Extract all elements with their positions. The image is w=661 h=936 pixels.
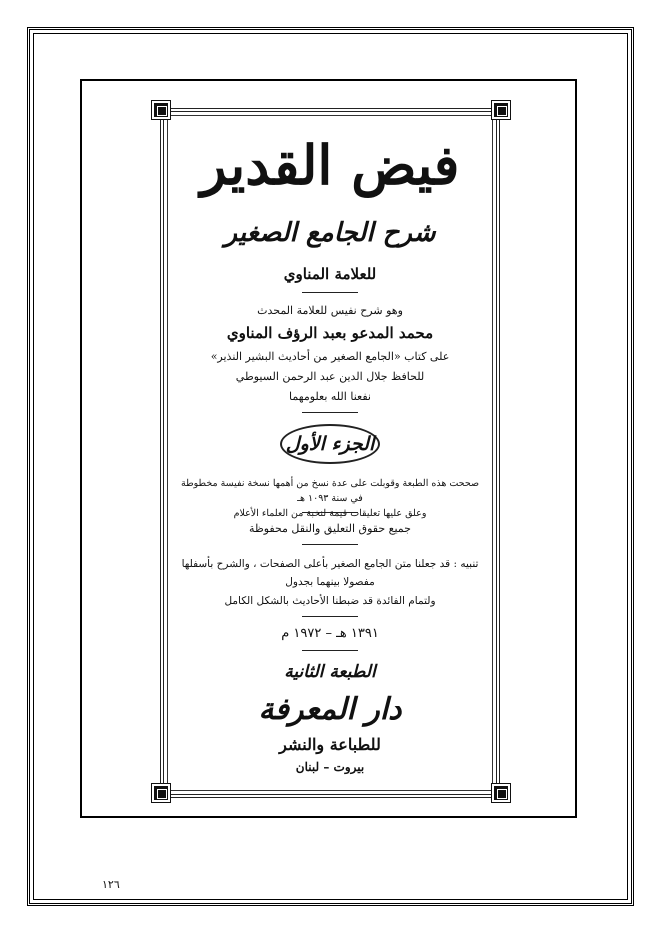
publisher-tagline: للطباعة والنشر	[279, 735, 381, 754]
remark-line: تنبيه : قد جعلنا متن الجامع الصغير بأعلى الصفحات ، والشرح بأسفلها	[181, 558, 479, 570]
publication-date: ١٣٩١ هـ – ١٩٧٢ م	[281, 626, 379, 641]
volume-badge: الجزء الأول	[280, 424, 380, 464]
divider	[302, 292, 358, 293]
author-name: محمد المدعو بعبد الرؤف المناوي	[226, 324, 434, 342]
publisher-name: دار المعرفة	[258, 692, 402, 727]
corner-ornament-top-right	[492, 101, 510, 119]
note-line: وعلق عليها تعليقات قيمة لنخبة من العلماء الأعلام	[233, 508, 427, 520]
description-line: وهو شرح نفيس للعلامة المحدث	[257, 304, 403, 317]
corner-ornament-bottom-left	[152, 784, 170, 802]
divider	[302, 412, 358, 413]
publisher-city: بيروت – لبنان	[295, 760, 365, 774]
divider	[302, 512, 358, 513]
divider	[302, 616, 358, 617]
remark-block	[180, 555, 480, 610]
corner-ornament-bottom-right	[492, 784, 510, 802]
remark-line: ولتمام الفائدة قد ضبطنا الأحاديث بالشكل الكامل	[224, 594, 436, 607]
description-line: للحافظ جلال الدين عبد الرحمن السيوطي	[235, 370, 425, 383]
page-number: ١٢٦	[102, 878, 120, 891]
edition-label: الطبعة الثانية	[284, 662, 376, 682]
edition-note	[180, 476, 480, 522]
book-title: فيض القدير	[200, 133, 460, 197]
note-line: صححت هذه الطبعة وقوبلت على عدة نسخ من أهمها نسخة نفيسة مخطوطة في سنة ١٠٩٣ هـ	[180, 478, 480, 505]
divider	[302, 544, 358, 545]
book-subtitle: شرح الجامع الصغير	[224, 218, 436, 248]
description-line: على كتاب «الجامع الصغير من أحاديث البشير النذير»	[210, 350, 450, 363]
author-short: للعلامة المناوي	[283, 265, 377, 283]
rights-notice: جميع حقوق التعليق والنقل محفوظة	[249, 522, 411, 535]
remark-line: مفصولا بينهما بجدول	[285, 576, 375, 589]
description-line: نفعنا الله بعلومهما	[289, 390, 371, 403]
corner-ornament-top-left	[152, 101, 170, 119]
divider	[302, 650, 358, 651]
